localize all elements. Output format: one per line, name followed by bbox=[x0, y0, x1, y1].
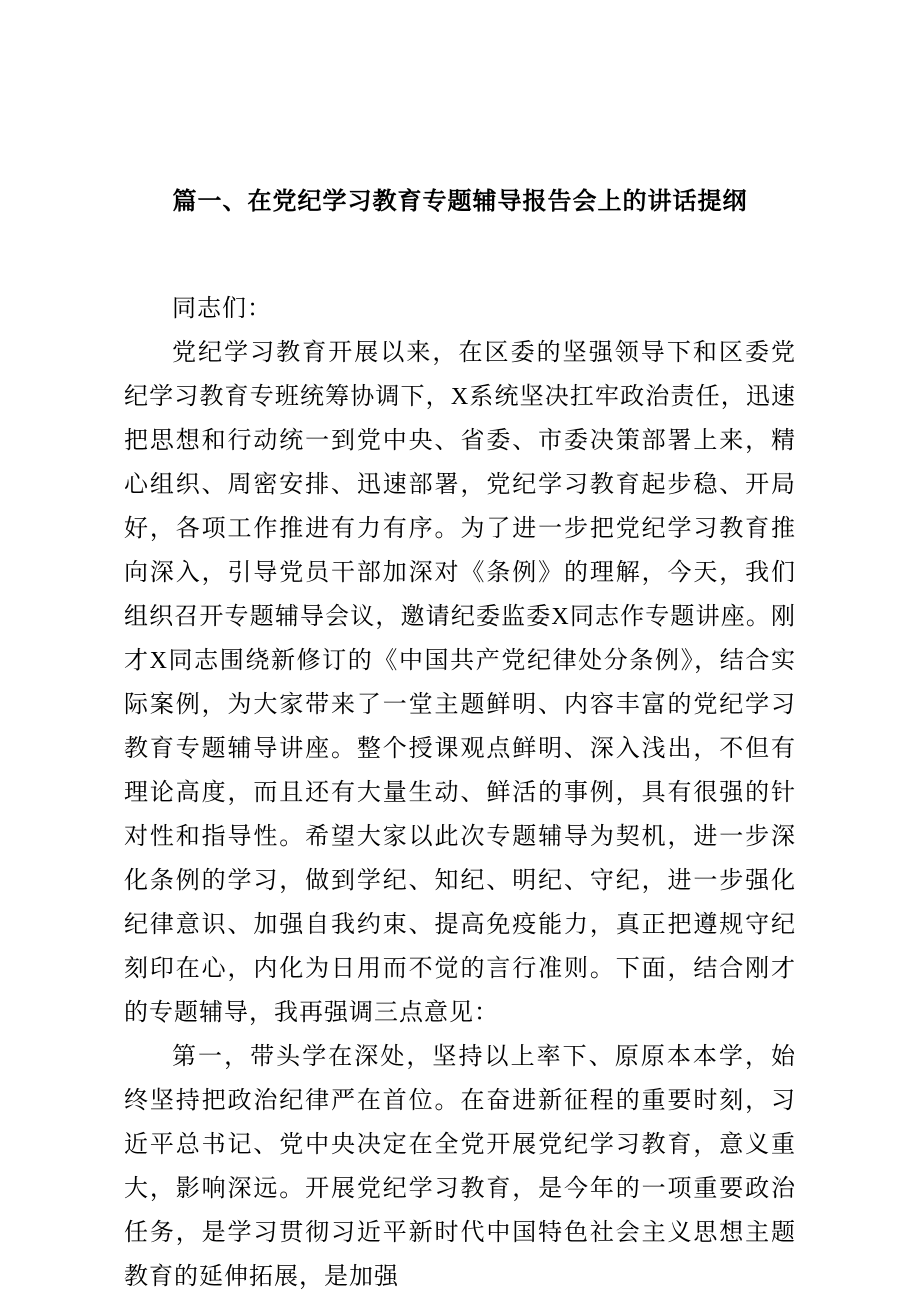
paragraph-salutation: 同志们： bbox=[172, 296, 272, 322]
paragraph-body-2: 第一，带头学在深处，坚持以上率下、原原本本学，始终坚持把政治纪律严在首位。在奋进新征程的重要时刻，习近平总书记、党中央决定在全党开展党纪学习教育，意义重大，影响深远。开展党纪学习教育，是今年的一项重要政治任务，是学习贯彻习近平新时代中国特色社会主义思想主题教育的延伸拓展，是加强 bbox=[124, 1044, 796, 1290]
document-body bbox=[124, 287, 796, 1299]
paragraph-body-1: 党纪学习教育开展以来，在区委的坚强领导下和区委党纪学习教育专班统筹协调下，X系统坚决扛牢政治责任，迅速把思想和行动统一到党中央、省委、市委决策部署上来，精心组织、周密安排、迅速部署，党纪学习教育起步稳、开局好，各项工作推进有力有序。为了进一步把党纪学习教育推向深入，引导党员干部加深对《条例》的理解，今天，我们组织召开专题辅导会议，邀请纪委监委X同志作专题讲座。刚才X同志围绕新修订的《中国共产党纪律处分条例》，结合实际案例，为大家带来了一堂主题鲜明、内容丰富的党纪学习教育专题辅导讲座。整个授课观点鲜明、深入浅出，不但有理论高度，而且还有大量生动、鲜活的事例，具有很强的针对性和指导性。希望大家以此次专题辅导为契机，进一步深化条例的学习，做到学纪、知纪、明纪、守纪，进一步强化纪律意识、加强自我约束、提高免疫能力，真正把遵规守纪刻印在心，内化为日用而不觉的言行准则。下面，结合刚才的专题辅导，我再强调三点意见： bbox=[124, 340, 796, 1026]
document-title: 篇一、在党纪学习教育专题辅导报告会上的讲话提纲 bbox=[172, 189, 748, 215]
